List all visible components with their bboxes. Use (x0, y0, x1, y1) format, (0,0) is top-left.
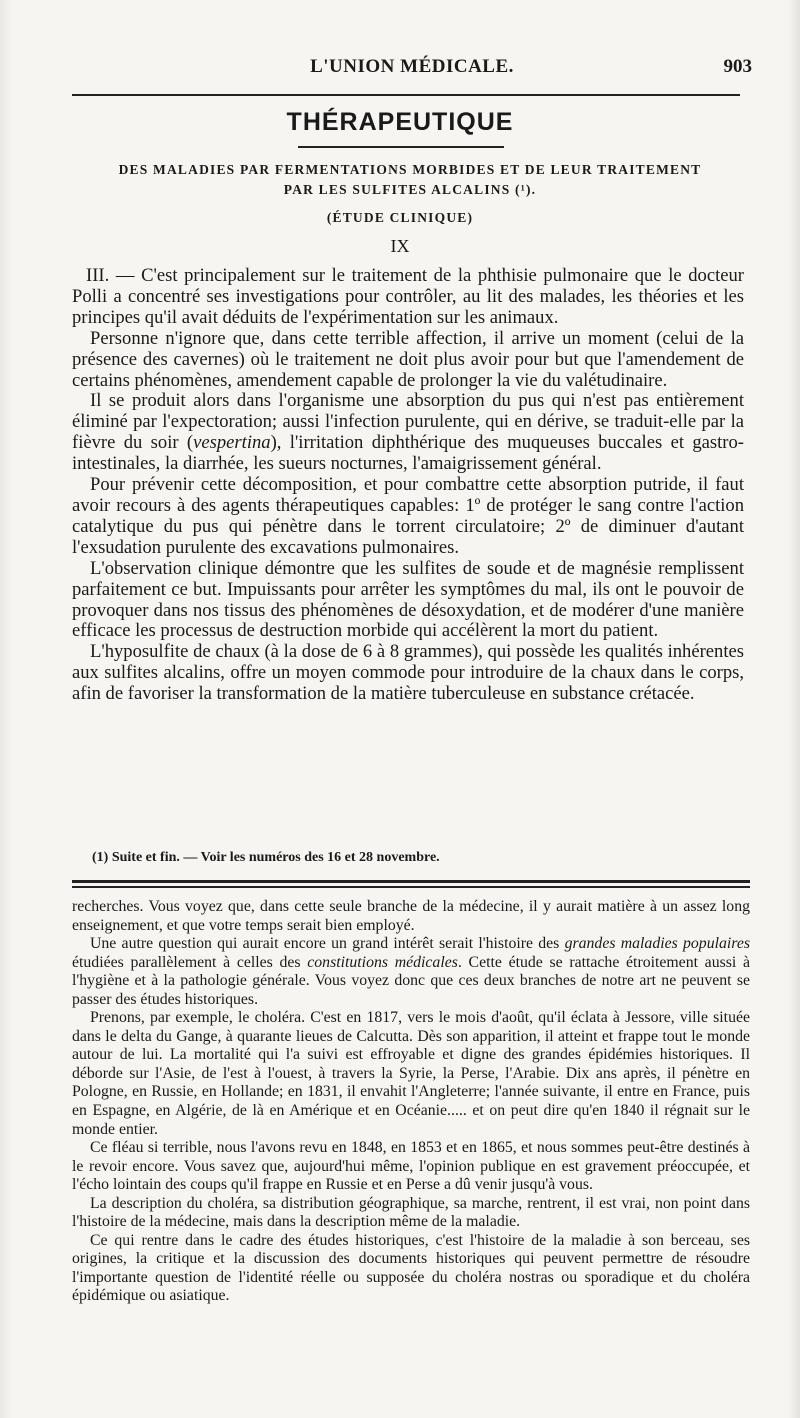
chapter-number: IX (390, 236, 410, 256)
article-body (72, 266, 744, 705)
feuilleton-body (72, 898, 750, 1306)
paragraph-text: . Cette étude se rattache étroitement aussi à l'hygiène et à la pathologie générale. Vous voyez donc que ces deux branches de notre art ne peuvent se passer des études historiques. (72, 953, 750, 1008)
paragraph: recherches. Vous voyez que, dans cette seule branche de la médecine, il y aurait matière à un assez long enseignement, et que votre temps serait bien employé. (72, 898, 750, 934)
article-subtitle: (ÉTUDE CLINIQUE) (326, 210, 474, 225)
header-rule (72, 94, 740, 96)
paragraph: L'hyposulfite de chaux (à la dose de 6 à 8 grammes), qui possède les qualités inhérentes aux sulfites alcalins, offre un moyen commode pour introduire de la chaux dans le corps, afin de favoriser la transformation de la matière tuberculeuse en substance crétacée. (72, 641, 744, 705)
section-title-rule (298, 146, 504, 148)
page-number: 903 (723, 56, 752, 77)
section-title: THÉRAPEUTIQUE (286, 108, 514, 136)
italic-term: vespertina (193, 432, 271, 454)
paragraph: Ce fléau si terrible, nous l'avons revu en 1848, en 1853 et en 1865, et nous sommes peut-être destinés à le revoir encore. Vous savez que, aujourd'hui même, l'opinion publique en est gravement préoccupée, et l'écho lointain des coups qu'il frappe en Russie et en Perse a dû venir jusqu'à vous. (72, 1139, 750, 1194)
feuilleton-rule (72, 880, 750, 883)
paragraph-text: Une autre question qui aurait encore un grand intérêt serait l'histoire des (90, 935, 565, 953)
paragraph: III. — C'est principalement sur le traitement de la phthisie pulmonaire que le docteur Polli a concentré ses investigations pour contrôler, au lit des malades, les théories et les principes qu'il avait déduits de l'expérimentation sur les animaux. (72, 265, 744, 328)
running-header (72, 56, 752, 86)
paragraph: Personne n'ignore que, dans cette terrible affection, il arrive un moment (celui de la présence des cavernes) où le traitement ne doit plus avoir pour but que l'amendement de certains phénomènes, amendement capable de prolonger la vie du valétudinaire. (72, 327, 744, 391)
paragraph: La description du choléra, sa distribution géographique, sa marche, rentrent, il est vrai, non point dans l'histoire de la médecine, mais dans la description même de la maladie. (72, 1194, 750, 1231)
article-title-line-1: DES MALADIES PAR FERMENTATIONS MORBIDES ET DE LEUR TRAITEMENT (118, 162, 702, 177)
journal-title: L'UNION MÉDICALE. (310, 56, 514, 77)
feuilleton-rule (72, 886, 750, 888)
paragraph-text: ), l'irritation diphthérique des muqueuses buccales et gastro-intestinales, la diarrhée, les sueurs nocturnes, l'amaigrissement général. (72, 432, 744, 475)
paragraph: L'observation clinique démontre que les sulfites de soude et de magnésie remplissent parfaitement ce but. Impuissants pour arrêter les symptômes du mal, ils ont le pouvoir de provoquer dans nos tissus des phénomènes de désoxydation, et de modérer d'une manière efficace les processus de destruction morbide qui accélèrent la mort du patient. (72, 557, 744, 642)
paragraph: Pour prévenir cette décomposition, et pour combattre cette absorption putride, il faut avoir recours à des agents thérapeutiques capables: 1º de protéger le sang contre l'action catalytique du pus qui pénètre dans le torrent circulatoire; 2º de diminuer d'autant l'exsudation purulente des excavations pulmonaires. (72, 474, 744, 558)
paragraph: Prenons, par exemple, le choléra. C'est en 1817, vers le mois d'août, qu'il éclata à Jessore, ville située dans le delta du Gange, à quarante lieues de Calcutta. Dès son apparition, il atteint et frappe tout le monde autour de lui. La mortalité qui l'a suivi est effroyable et digne des grandes épidémies historiques. Il déborde sur l'Asie, de l'est à l'ouest, à travers la Syrie, la Perse, l'Arabie. Dix ans après, il pénètre en Pologne, en Russie, en Hollande; en 1831, il envahit l'Angleterre; l'année suivante, il entre en France, puis en Espagne, en Algérie, de là en Amérique et en Océanie..... et on peut dire qu'en 1840 il régnait sur le monde entier. (72, 1009, 750, 1138)
paragraph-text: Il se produit alors dans l'organisme une absorption du pus qui n'est pas entièrement éliminé par l'expectoration; aussi l'infection purulente, qui en dérive, se traduit-elle par la fièvre du soir ( (72, 390, 744, 454)
paragraph-text: étudiées parallèlement à celles des (72, 953, 308, 971)
article-title (100, 160, 720, 200)
footnote: (1) Suite et fin. — Voir les numéros des 16 et 28 novembre. (92, 850, 440, 865)
italic-term: constitutions médicales (307, 953, 458, 971)
paragraph (72, 935, 750, 1009)
italic-term: grandes maladies populaires (564, 935, 750, 953)
paragraph: Ce qui rentre dans le cadre des études historiques, c'est l'histoire de la maladie à son berceau, ses origines, la critique et la discussion des documents historiques qui peuvent permettre de résoudre l'importante question de l'identité réelle ou supposée du choléra nostras ou sporadique et du choléra épidémique ou asiatique. (72, 1231, 750, 1305)
article-title-line-2: PAR LES SULFITES ALCALINS (¹). (283, 182, 537, 197)
paragraph (72, 391, 744, 475)
